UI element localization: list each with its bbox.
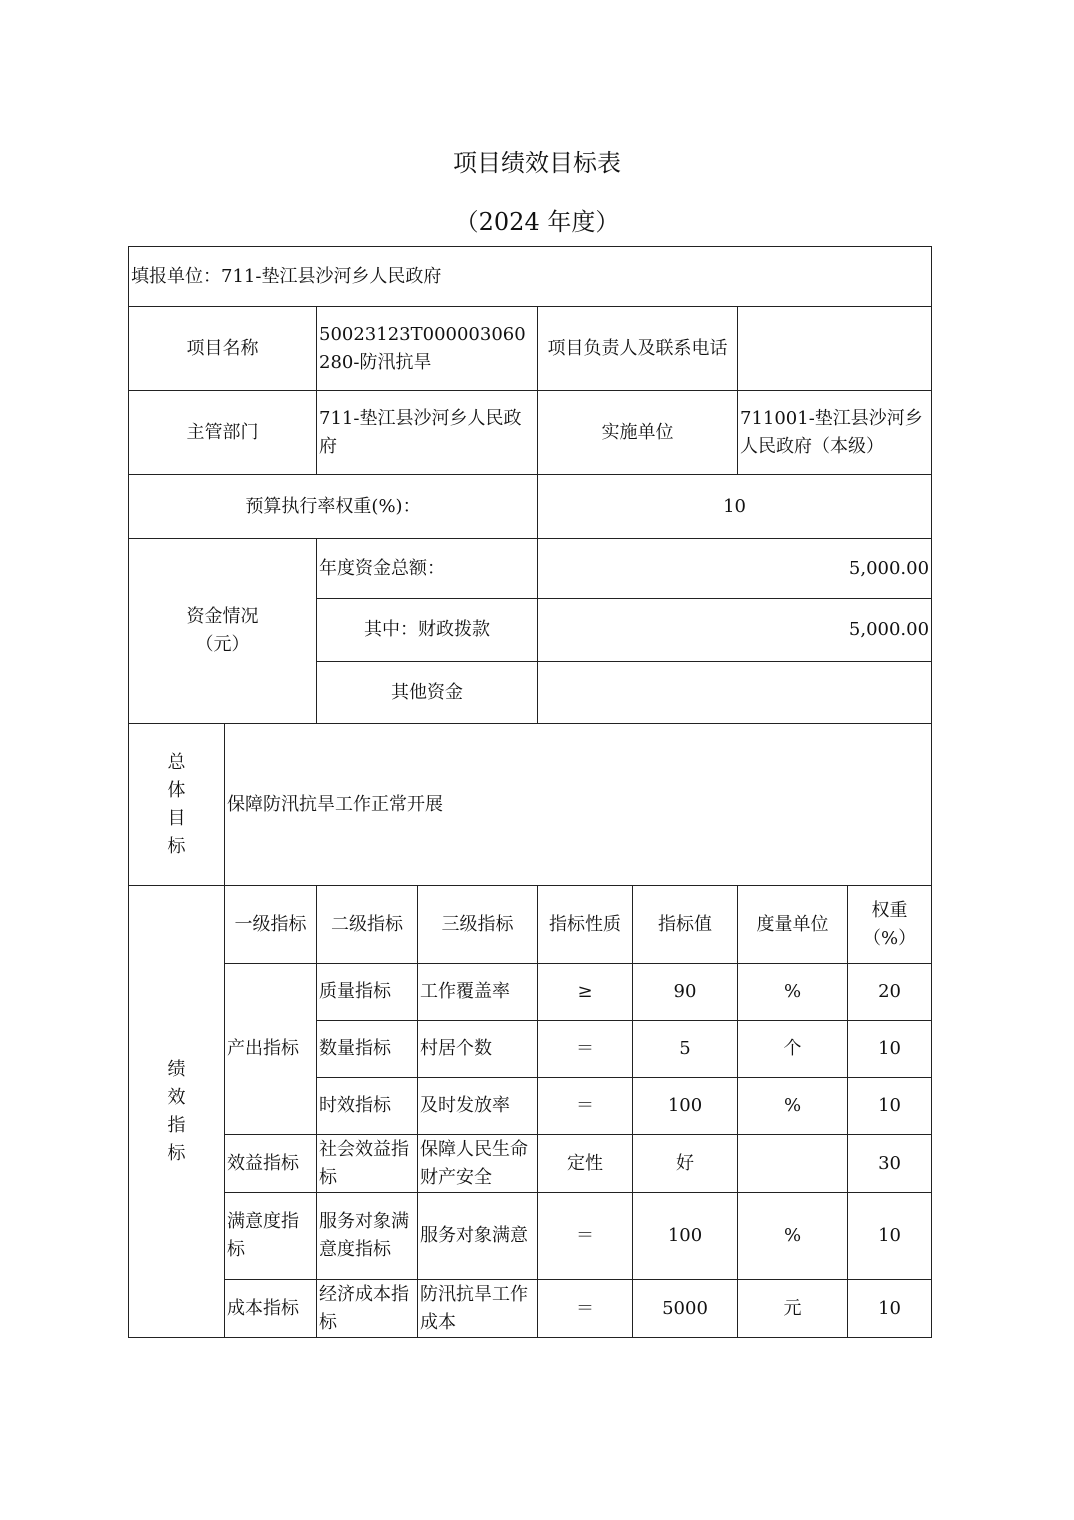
indicator-level2: 时效指标 xyxy=(317,1078,418,1135)
indicator-unit: 个 xyxy=(738,1021,848,1078)
performance-target-table xyxy=(128,246,932,1338)
indicator-nature: ＝ xyxy=(538,1021,633,1078)
indicator-level2: 社会效益指标 xyxy=(317,1135,418,1193)
header-level3: 三级指标 xyxy=(418,886,538,964)
indicator-level2: 经济成本指标 xyxy=(317,1280,418,1338)
indicator-weight: 10 xyxy=(848,1021,932,1078)
header-nature: 指标性质 xyxy=(538,886,633,964)
indicator-level1: 效益指标 xyxy=(225,1135,317,1193)
indicator-unit: % xyxy=(738,1078,848,1135)
overall-goal-label-text: 总体目标 xyxy=(167,751,186,857)
funds-label xyxy=(129,539,317,724)
project-name-label: 项目名称 xyxy=(129,307,317,391)
indicator-unit: % xyxy=(738,1193,848,1280)
funds-total-value: 5,000.00 xyxy=(538,539,932,599)
table-row xyxy=(129,1280,932,1338)
budget-weight-value: 10 xyxy=(538,475,932,539)
indicator-level1: 满意度指标 xyxy=(225,1193,317,1280)
funds-other-label: 其他资金 xyxy=(317,662,538,724)
funds-fiscal-value: 5,000.00 xyxy=(538,599,932,662)
funds-other-value xyxy=(538,662,932,724)
overall-goal-label xyxy=(129,724,225,886)
header-level1: 一级指标 xyxy=(225,886,317,964)
header-value: 指标值 xyxy=(633,886,738,964)
performance-label xyxy=(129,886,225,1338)
budget-weight-label: 预算执行率权重(%)： xyxy=(129,475,538,539)
indicator-unit: % xyxy=(738,964,848,1021)
indicator-nature: 定性 xyxy=(538,1135,633,1193)
table-row xyxy=(129,964,932,1021)
funds-label-text: 资金情况（元） xyxy=(186,606,259,655)
indicator-level2: 数量指标 xyxy=(317,1021,418,1078)
page-title: 项目绩效目标表 xyxy=(453,149,621,177)
fill-unit: 填报单位：711-垫江县沙河乡人民政府 xyxy=(129,247,932,307)
indicator-value: 5000 xyxy=(633,1280,738,1338)
project-leader-value xyxy=(738,307,932,391)
implementer-value: 711001-垫江县沙河乡人民政府（本级） xyxy=(738,391,932,475)
indicator-level3: 工作覆盖率 xyxy=(418,964,538,1021)
table-row xyxy=(129,1135,932,1193)
page-subtitle-year: （2024 年度） xyxy=(454,208,620,236)
indicator-nature: ＝ xyxy=(538,1193,633,1280)
indicator-value: 90 xyxy=(633,964,738,1021)
indicator-nature: ＝ xyxy=(538,1280,633,1338)
project-leader-label: 项目负责人及联系电话 xyxy=(538,307,738,391)
indicator-level3: 保障人民生命财产安全 xyxy=(418,1135,538,1193)
indicator-value: 好 xyxy=(633,1135,738,1193)
supervisor-value: 711-垫江县沙河乡人民政府 xyxy=(317,391,538,475)
indicator-unit: 元 xyxy=(738,1280,848,1338)
indicator-value: 100 xyxy=(633,1193,738,1280)
implementer-label: 实施单位 xyxy=(538,391,738,475)
supervisor-label: 主管部门 xyxy=(129,391,317,475)
indicator-weight: 10 xyxy=(848,1280,932,1338)
table-row xyxy=(129,1193,932,1280)
indicator-level2: 服务对象满意度指标 xyxy=(317,1193,418,1280)
overall-goal-value: 保障防汛抗旱工作正常开展 xyxy=(225,724,932,886)
indicator-weight: 20 xyxy=(848,964,932,1021)
header-unit: 度量单位 xyxy=(738,886,848,964)
indicator-nature: ＝ xyxy=(538,1078,633,1135)
indicator-value: 5 xyxy=(633,1021,738,1078)
indicator-level3: 防汛抗旱工作成本 xyxy=(418,1280,538,1338)
header-weight: 权重（%） xyxy=(848,886,932,964)
output-level1: 产出指标 xyxy=(225,964,317,1135)
indicator-weight: 10 xyxy=(848,1078,932,1135)
project-name-value: 50023123T000003060280-防汛抗旱 xyxy=(317,307,538,391)
indicator-level3: 村居个数 xyxy=(418,1021,538,1078)
indicator-level3: 服务对象满意 xyxy=(418,1193,538,1280)
indicator-level2: 质量指标 xyxy=(317,964,418,1021)
indicator-nature: ≥ xyxy=(538,964,633,1021)
indicator-weight: 30 xyxy=(848,1135,932,1193)
indicator-level3: 及时发放率 xyxy=(418,1078,538,1135)
funds-fiscal-label: 其中：财政拨款 xyxy=(317,599,538,662)
performance-label-text: 绩效指标 xyxy=(167,1058,186,1164)
funds-total-label: 年度资金总额： xyxy=(317,539,538,599)
indicator-weight: 10 xyxy=(848,1193,932,1280)
header-level2: 二级指标 xyxy=(317,886,418,964)
indicator-value: 100 xyxy=(633,1078,738,1135)
indicator-level1: 成本指标 xyxy=(225,1280,317,1338)
indicator-unit xyxy=(738,1135,848,1193)
